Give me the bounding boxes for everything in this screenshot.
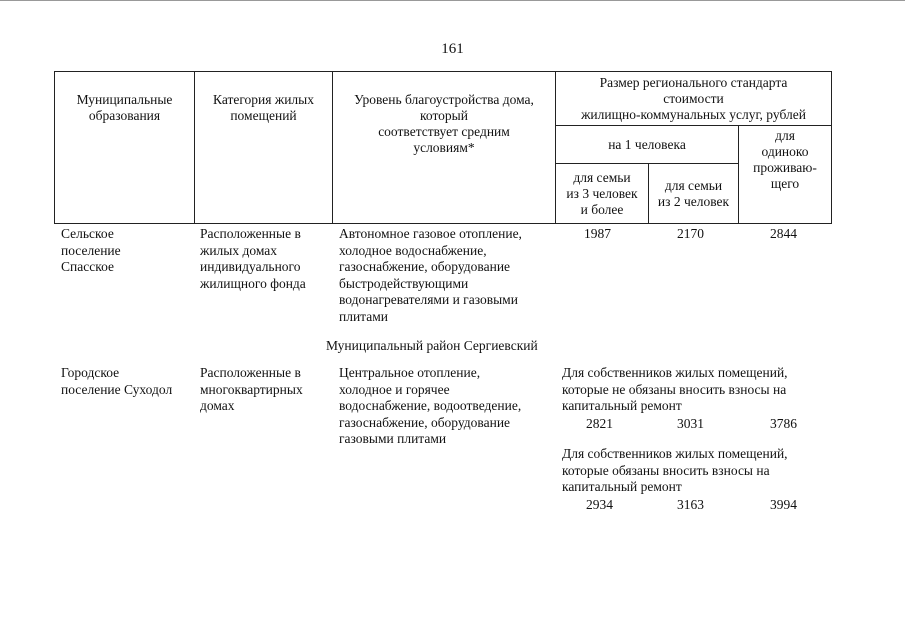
row2-b-value-single: 3994: [770, 497, 797, 512]
row2-note-capital-repair: Для собственников жилых помещений, которые обязаны вносить взносы на капитальный ремонт: [562, 446, 788, 494]
row2-a-value-single: 3786: [770, 416, 797, 431]
row2-municipal: Городское поселение Суходол: [61, 365, 173, 397]
header-municipal: Муниципальные образования: [55, 72, 195, 224]
row1-value-family2: 2170: [677, 226, 704, 241]
header-category: Категория жилых помещений: [195, 72, 333, 224]
row1-value-family3: 1987: [584, 226, 611, 241]
header-table: [54, 71, 832, 224]
page-number: 161: [441, 41, 464, 57]
row2-a-value-family3: 2821: [586, 416, 613, 431]
row2-level: Центральное отопление, холодное и горячее водоснабжение, водоотведение, газоснабжение, оборудование газовыми плитами: [339, 365, 522, 446]
district-heading: Муниципальный район Сергиевский: [326, 338, 538, 353]
row1-category: Расположенные в жилых домах индивидуального жилищного фонда: [200, 226, 306, 291]
scan-top-edge: [0, 0, 905, 1]
row2-a-value-family2: 3031: [677, 416, 704, 431]
row1-municipal: Сельское поселение Спасское: [61, 226, 121, 274]
row2-note-no-capital-repair: Для собственников жилых помещений, которые не обязаны вносить взносы на капитальный ремонт: [562, 365, 788, 413]
header-level: Уровень благоустройства дома, который соответствует средним условиям*: [333, 72, 556, 224]
header-family2: для семьи из 2 человек: [649, 164, 739, 224]
header-single: для одиноко проживаю- щего: [739, 126, 832, 224]
header-per-person: на 1 человека: [556, 126, 739, 164]
row2-b-value-family3: 2934: [586, 497, 613, 512]
row1-value-single: 2844: [770, 226, 797, 241]
row1-level: Автономное газовое отопление, холодное водоснабжение, газоснабжение, оборудование быстродействующими водонагревателями и газовыми плитами: [339, 226, 522, 324]
header-standard: Размер регионального стандарта стоимости жилищно-коммунальных услуг, рублей: [556, 72, 832, 126]
row2-category: Расположенные в многоквартирных домах: [200, 365, 303, 413]
header-family3: для семьи из 3 человек и более: [556, 164, 649, 224]
row2-b-value-family2: 3163: [677, 497, 704, 512]
